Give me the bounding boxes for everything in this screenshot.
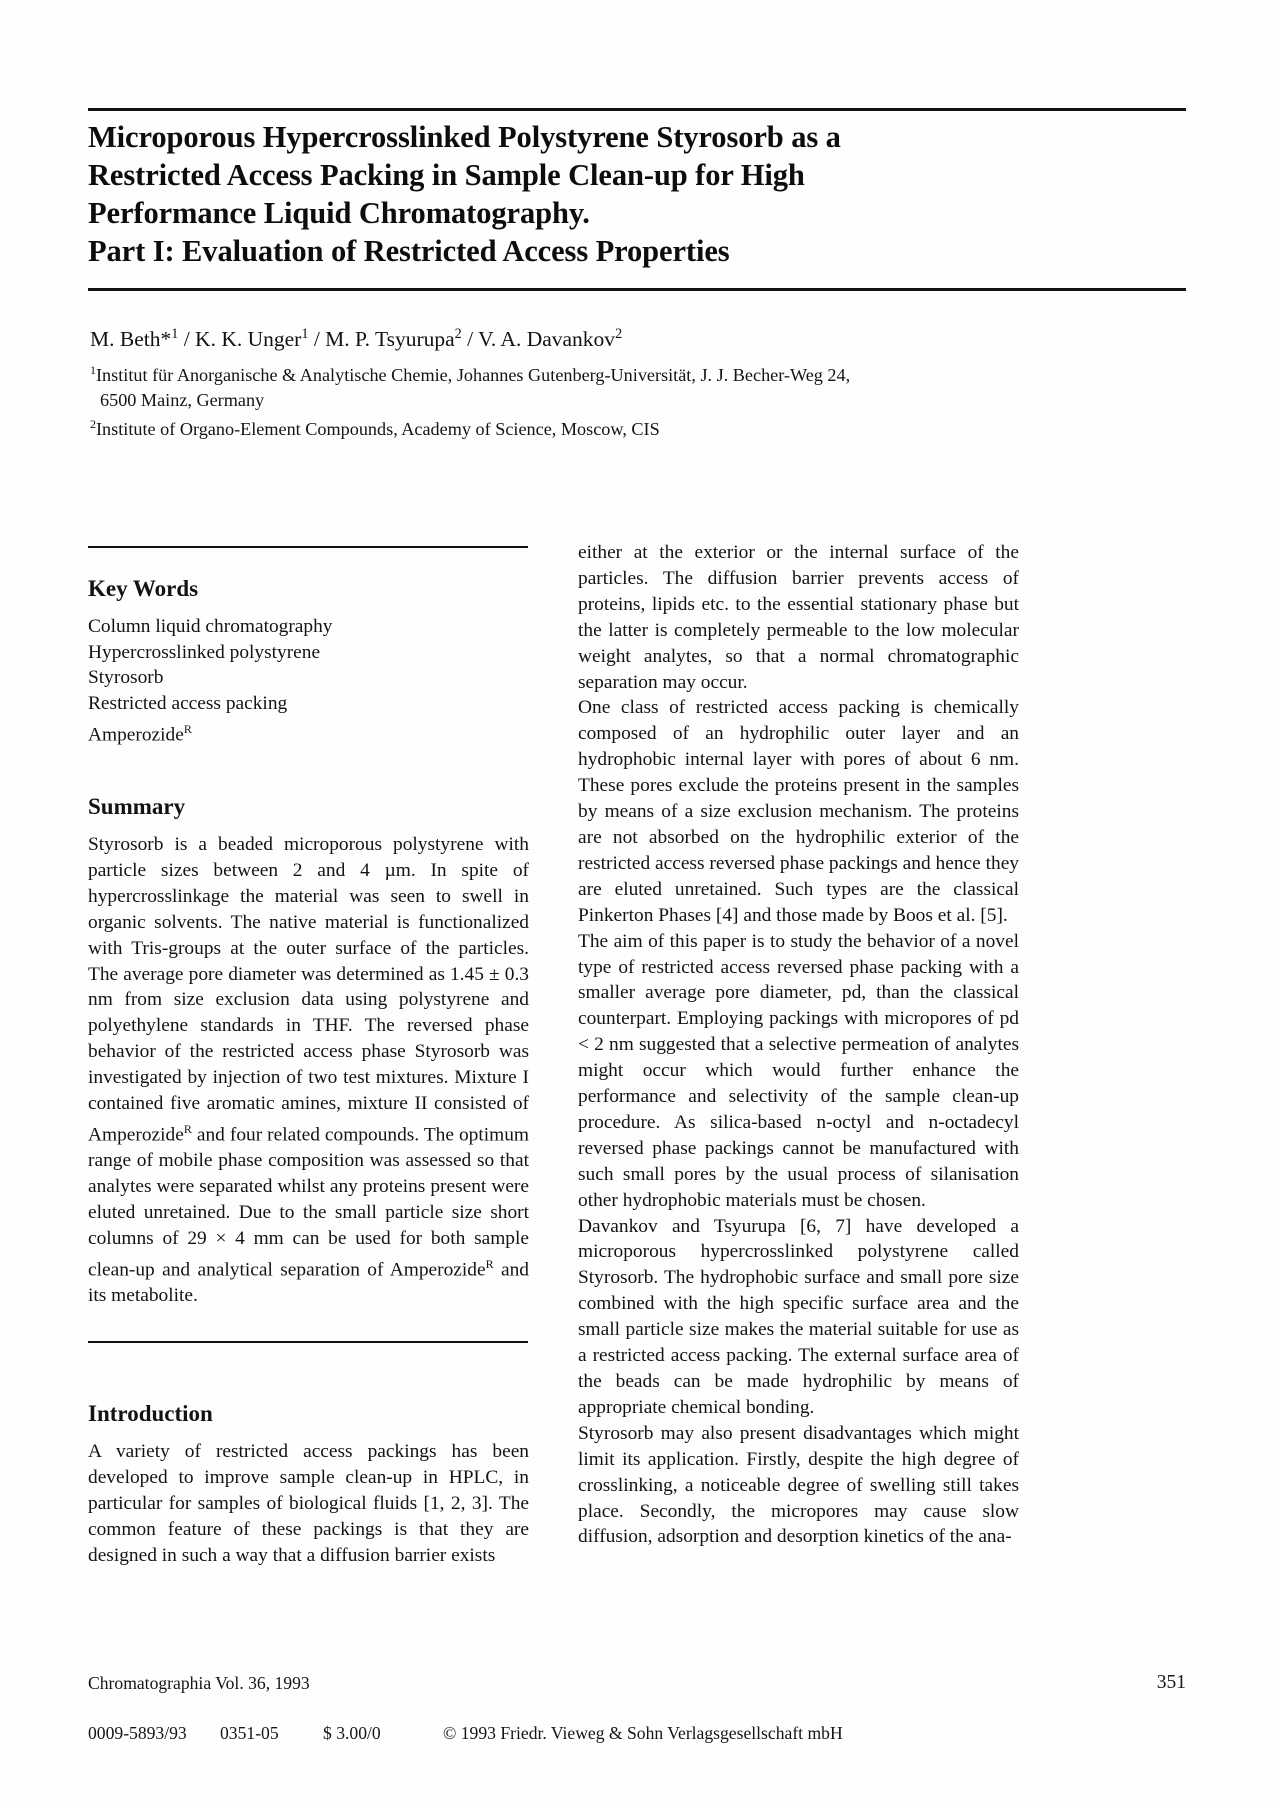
title-line-4: Part I: Evaluation of Restricted Access Properties bbox=[88, 234, 730, 268]
body-paragraph: Davankov and Tsyurupa [6, 7] have developed a microporous hypercrosslinked polystyrene called Styrosorb. The hydrophobic surface and small pore size combined with the high specific surface area and the small particle size makes the material suitable for use as a restricted access packing. The external surface area of the beads can be made hydrophilic by means of appropriate chemical bonding. bbox=[578, 1215, 1019, 1418]
summary-heading: Summary bbox=[88, 793, 186, 819]
summary-paragraph: Styrosorb is a beaded microporous polystyrene with particle sizes between 2 and 4 µm. In spite of hypercrosslinkage the material was seen to swell in organic solvents. The native material is functionalized with Tris-groups at the outer surface of the particles. The average pore diameter was determined as 1.45 ± 0.3 nm from size exclusion data using polystyrene and polyethylene standards in THF. The reversed phase behavior of the restricted access phase Styrosorb was investigated by injection of two test mixtures. Mixture I contained five aromatic amines, mixture II consisted of Amperozide$^R$ and four related compounds. The optimum range of mobile phase composition was assessed so that analytes were separated whilst any proteins present were eluted unretained. Due to the small particle size short columns of 29 × 4 mm can be used for both sample clean-up and analytical separation of Amperozide$^R$ and its metabolite. bbox=[88, 833, 529, 1307]
page-number: 351 bbox=[1156, 1672, 1186, 1693]
journal-citation: Chromatographia Vol. 36, 1993 bbox=[88, 1673, 310, 1693]
issn-code: 0009-5893/93 bbox=[88, 1723, 187, 1743]
author-list: M. Beth*$^1$ / K. K. Unger$^1$ / M. P. Tsyurupa$^2$ / V. A. Davankov$^2$ bbox=[90, 326, 623, 352]
copyright-notice: © 1993 Friedr. Vieweg & Sohn Verlagsgesellschaft mbH bbox=[443, 1723, 843, 1743]
left-column bbox=[88, 546, 529, 1569]
introduction-heading: Introduction bbox=[88, 1401, 213, 1427]
keyword-item: Amperozide$^R$ bbox=[88, 721, 192, 746]
body-paragraph: The aim of this paper is to study the behavior of a novel type of restricted access reversed phase packing with a smaller average pore diameter, pd, than the classical counterpart. Employing packings with micropores of pd < 2 nm suggested that a selective permeation of analytes might occur which would further enhance the performance and selectivity of the sample clean-up procedure. As silica-based n-octyl and n-octadecyl reversed phase packings cannot be manufactured with such small pores by the usual process of silanisation other hydrophobic materials must be chosen. bbox=[578, 930, 1019, 1211]
price: $ 3.00/0 bbox=[323, 1723, 381, 1743]
article-code: 0351-05 bbox=[220, 1723, 279, 1743]
body-paragraph: One class of restricted access packing is chemically composed of an hydrophilic outer layer and an hydrophobic internal layer with pores of about 6 nm. These pores exclude the proteins present in the samples by means of a size exclusion mechanism. The proteins are not absorbed on the hydrophilic exterior of the restricted access reversed phase packings and hence they are eluted unretained. Such types are the classical Pinkerton Phases [4] and those made by Boos et al. [5]. bbox=[578, 697, 1019, 926]
body-paragraph: Styrosorb may also present disadvantages which might limit its application. Firstly, despite the high degree of crosslinking, a noticeable degree of swelling still takes place. Secondly, the micropores may cause slow diffusion, adsorption and desorption kinetics of the ana- bbox=[578, 1422, 1019, 1548]
title-rule bbox=[88, 288, 1186, 291]
keywords-rule bbox=[88, 546, 528, 548]
header-rule bbox=[88, 108, 1186, 111]
title-line-2: Restricted Access Packing in Sample Clean-up for High bbox=[88, 158, 805, 192]
body-paragraph: either at the exterior or the internal surface of the particles. The diffusion barrier prevents access of proteins, lipids etc. to the essential stationary phase but the latter is completely permeable to the low molecular weight analytes, so that a normal chromatographic separation may occur. bbox=[578, 542, 1019, 693]
keywords-heading: Key Words bbox=[88, 576, 199, 601]
summary-rule bbox=[88, 1341, 528, 1343]
right-column bbox=[578, 540, 1019, 1550]
keyword-item: Styrosorb bbox=[88, 667, 164, 689]
keywords-list bbox=[88, 614, 529, 748]
affiliation-block bbox=[90, 358, 1170, 442]
title-line-1: Microporous Hypercrosslinked Polystyrene Styrosorb as a bbox=[88, 120, 841, 154]
affiliation-1: $^1$Institut für Anorganische & Analytische Chemie, Johannes Gutenberg-Universität, J. J. Becher-Weg 24, bbox=[90, 363, 851, 386]
affiliation-1-city: 6500 Mainz, Germany bbox=[100, 389, 265, 410]
introduction-paragraph: A variety of restricted access packings has been developed to improve sample clean-up in HPLC, in particular for samples of biological fluids [1, 2, 3]. The common feature of these packings is that they are designed in such a way that a diffusion barrier exists bbox=[88, 1441, 529, 1566]
keyword-item: Hypercrosslinked polystyrene bbox=[88, 641, 321, 663]
title-line-3: Performance Liquid Chromatography. bbox=[88, 196, 590, 230]
affiliation-2: $^2$Institute of Organo-Element Compounds, Academy of Science, Moscow, CIS bbox=[90, 417, 660, 440]
keyword-item: Column liquid chromatography bbox=[88, 616, 333, 637]
keyword-item: Restricted access packing bbox=[88, 693, 288, 715]
paper-title bbox=[88, 118, 1178, 270]
